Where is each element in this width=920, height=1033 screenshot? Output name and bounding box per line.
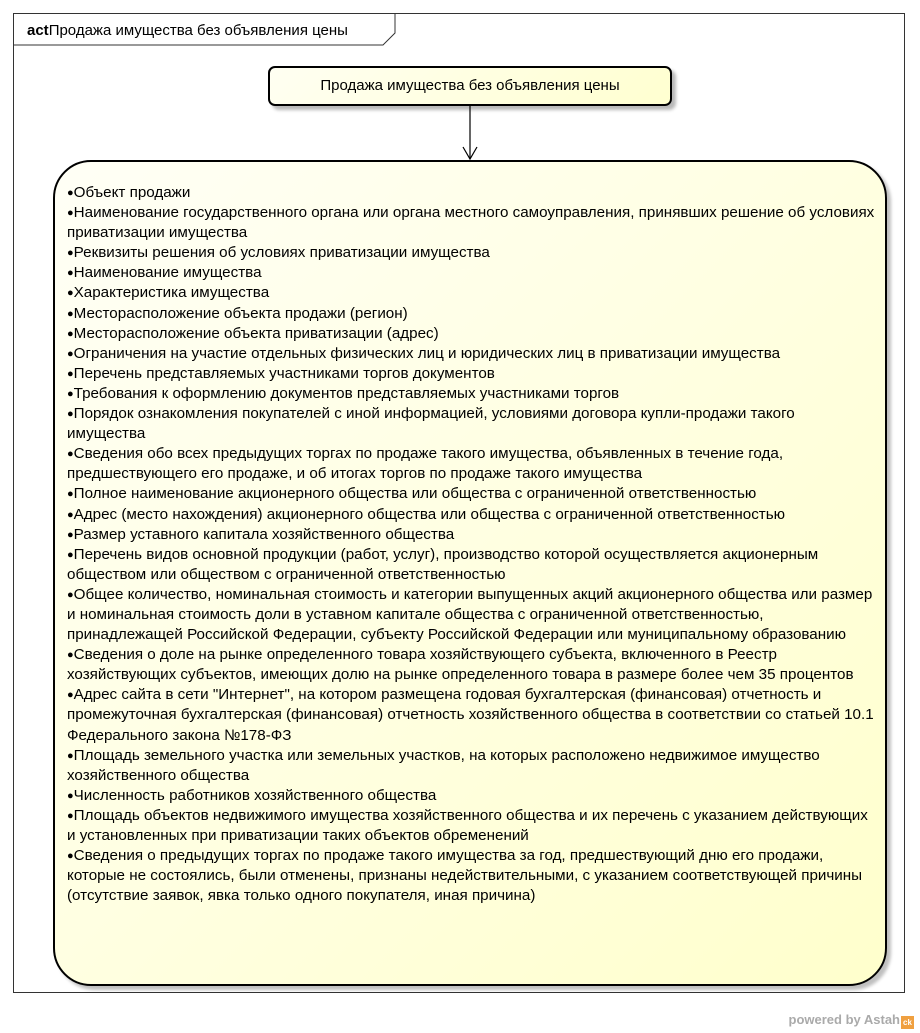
list-item: ● Наименование государственного органа или органа местного самоуправления, принявших решение об условиях приватизации имущества <box>67 203 875 243</box>
list-item: ● Перечень представляемых участниками торгов документов <box>67 364 875 384</box>
list-item: ● Размер уставного капитала хозяйственного общества <box>67 525 875 545</box>
watermark-text: powered by Astah <box>788 1012 900 1027</box>
list-item: ● Численность работников хозяйственного общества <box>67 786 875 806</box>
list-item: ● Общее количество, номинальная стоимость и категории выпущенных акций акционерного общества или размер и номинальная стоимость доли в уставном капитале общества с ограниченной ответственностью, принадлежащей Российской Федерации, субъекту Российской Федерации или муниципальному образованию <box>67 585 875 645</box>
list-item: ● Площадь объектов недвижимого имущества хозяйственного общества и их перечень с указанием действующих и установленных при приватизации таких объектов обременений <box>67 806 875 846</box>
list-item: ● Ограничения на участие отдельных физических лиц и юридических лиц в приватизации имущества <box>67 344 875 364</box>
list-item: ● Сведения обо всех предыдущих торгах по продаже такого имущества, объявленных в течение года, предшествующего его продаже, и об итогах торгов по продаже такого имущества <box>67 444 875 484</box>
list-item: ● Адрес сайта в сети "Интернет", на котором размещена годовая бухгалтерская (финансовая) отчетность и промежуточная бухгалтерская (финансовая) отчетность хозяйственного общества в соответствии со статьей 10.1 Федерального закона №178-ФЗ <box>67 685 875 745</box>
action-label: Продажа имущества без объявления цены <box>320 77 620 94</box>
list-item: ● Месторасположение объекта продажи (регион) <box>67 304 875 324</box>
list-item: ● Полное наименование акционерного общества или общества с ограниченной ответственностью <box>67 484 875 504</box>
frame-label <box>27 22 348 39</box>
list-item: ● Реквизиты решения об условиях приватизации имущества <box>67 243 875 263</box>
list-item: ● Наименование имущества <box>67 263 875 283</box>
action-sell-without-price[interactable] <box>268 66 672 106</box>
list-item: ● Сведения о предыдущих торгах по продаже такого имущества за год, предшествующий дню его продажи, которые не состоялись, были отменены, признаны недействительными, с указанием соответствующей причины (отсутствие заявок, явка только одного покупателя, иная причина) <box>67 846 875 906</box>
list-item: ● Сведения о доле на рынке определенного товара хозяйствующего субъекта, включенного в Реестр хозяйствующих субъектов, имеющих долю на рынке определенного товара в размере более чем 35 процентов <box>67 645 875 685</box>
astah-logo-icon: ck <box>901 1016 914 1029</box>
list-item: ● Площадь земельного участка или земельных участков, на которых расположено недвижимое имущество хозяйственного общества <box>67 746 875 786</box>
list-item: ● Перечень видов основной продукции (работ, услуг), производство которой осуществляется акционерным обществом или обществом с ограниченной ответственностью <box>67 545 875 585</box>
list-item: ● Объект продажи <box>67 183 875 203</box>
list-item: ● Требования к оформлению документов представляемых участниками торгов <box>67 384 875 404</box>
list-item: ● Месторасположение объекта приватизации (адрес) <box>67 324 875 344</box>
frame-keyword: act <box>27 22 49 39</box>
frame-title: Продажа имущества без объявления цены <box>48 22 348 39</box>
astah-watermark <box>789 1012 914 1029</box>
list-item: ● Порядок ознакомления покупателей с иной информацией, условиями договора купли-продажи такого имущества <box>67 404 875 444</box>
control-flow-arrow[interactable] <box>455 104 485 164</box>
requirements-list <box>67 183 875 906</box>
list-item: ● Характеристика имущества <box>67 283 875 303</box>
action-requirements-list[interactable] <box>53 160 887 986</box>
list-item: ● Адрес (место нахождения) акционерного общества или общества с ограниченной ответственностью <box>67 505 875 525</box>
